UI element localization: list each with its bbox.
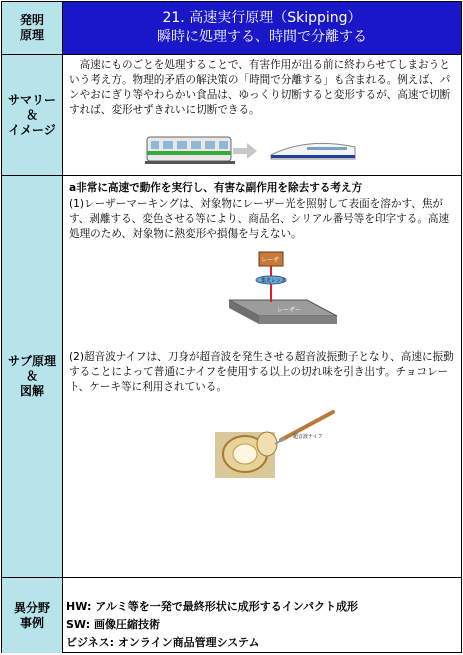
- principle-title: 21. 高速実行原理（Skipping）: [162, 10, 362, 26]
- laser-marking-diagram: [227, 250, 339, 330]
- sub-label-line1: サブ原理: [7, 354, 56, 368]
- lens-label: 集光レンズ: [261, 278, 286, 284]
- example-sw: SW: 画像圧縮技術: [66, 618, 160, 631]
- examples-content: [63, 578, 461, 653]
- sub-item-1: (1)レーザーマーキングは、対象物にレーザー光を照射して表面を溶かす、焦がす、剥離する、変色させる等により、商品名、シリアル番号等を印字する。高速処理のため、対象物に熱変形や損傷を与えない。: [69, 198, 450, 240]
- principle-sheet: [1, 1, 462, 653]
- sub-heading: a非常に高速で動作を実行し、有害な副作用を除去する考え方: [69, 182, 363, 194]
- examples-label-line2: 事例: [19, 615, 44, 630]
- sub-principle-row: [2, 176, 461, 578]
- sub-label-line3: 図解: [19, 384, 44, 398]
- summary-row: [2, 55, 461, 176]
- examples-label: [2, 578, 63, 653]
- principle-subtitle: 瞬時に処理する、時間で分離する: [157, 29, 367, 45]
- sub-item-2: (2)超音波ナイフは、刀身が超音波を発生させる超音波振動子となり、高速に振動することによって普通にナイフを使用する以上の切れ味を引き出す。チョコレート、ケーキ等に利用されている。: [69, 351, 454, 393]
- train-image: [145, 131, 235, 167]
- shinkansen-image: [267, 135, 357, 165]
- header-title-cell: [63, 2, 461, 54]
- sub-label-line2: ＆: [25, 369, 38, 383]
- example-business: ビジネス: オンライン商品管理システム: [66, 636, 260, 649]
- header-label-line2: 原理: [19, 28, 44, 42]
- examples-label-line1: 異分野: [13, 600, 50, 615]
- summary-label-line3: イメージ: [8, 122, 56, 137]
- header-label-line1: 発明: [19, 13, 44, 27]
- header-row: [2, 2, 461, 55]
- summary-content: [63, 55, 461, 175]
- summary-label-line2: ＆: [25, 107, 38, 122]
- header-label: [2, 2, 63, 54]
- examples-row: [2, 578, 461, 653]
- laser-label: レーザ: [261, 257, 280, 264]
- arrow-right-icon: [233, 143, 257, 159]
- sub-principle-content: [63, 176, 461, 577]
- sub-principle-label: [2, 176, 63, 577]
- summary-label-line1: サマリー: [7, 92, 56, 107]
- knife-label: 超音波ナイフ: [293, 434, 323, 440]
- example-hw: HW: アルミ等を一発で最終形状に成形するインパクト成形: [66, 600, 359, 613]
- summary-label: [2, 55, 63, 175]
- object-label: レーザー: [277, 307, 302, 314]
- summary-text: 高速にものごとを処理することで、有害作用が出る前に終わらせてしまおうという考え方。物理的矛盾の解決策の「時間で分離する」も含まれる。例えば、パンやおにぎり等やわらかい食品は、ゆっくり切断すると変形するが、高速で切断すれば、変形せずきれいに切断できる。: [69, 59, 451, 116]
- cake-knife-image: [215, 410, 345, 480]
